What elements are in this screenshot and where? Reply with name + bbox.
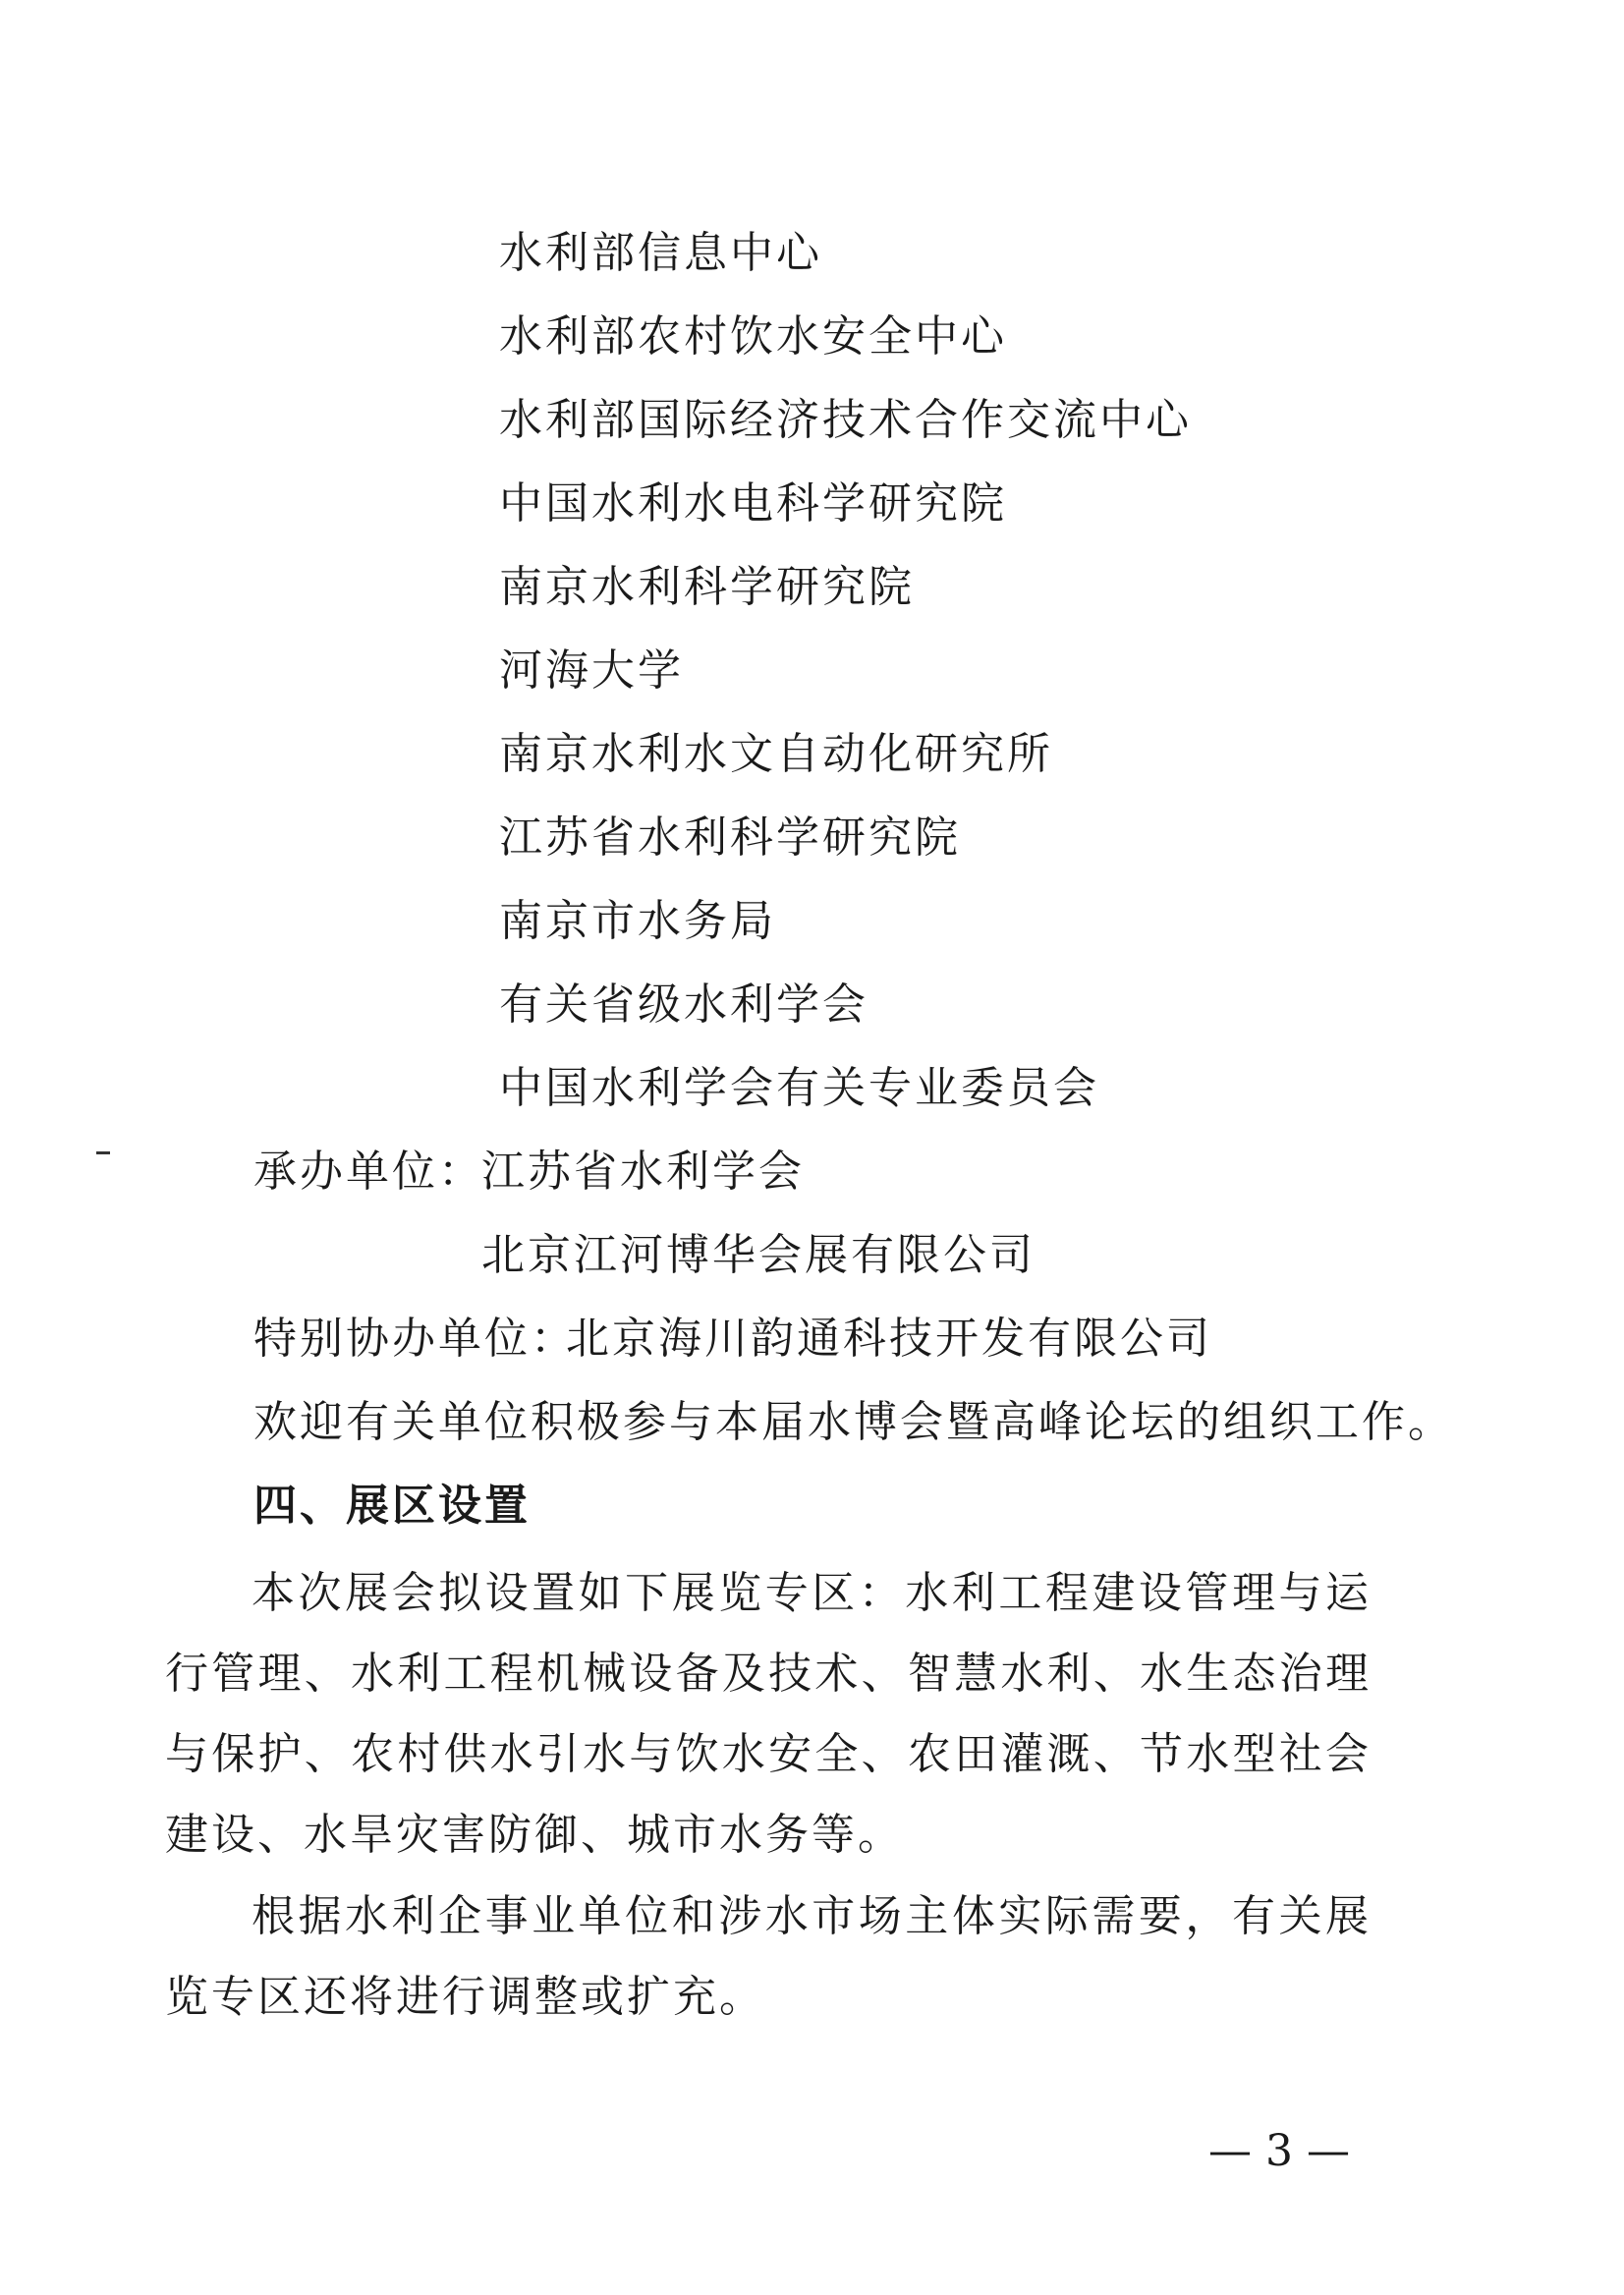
org-item: 河海大学 <box>499 645 684 696</box>
special-cosponsor-label: 特别协办单位： <box>253 1314 577 1364</box>
section-paragraph: 本次展会拟设置如下展览专区：水利工程建设管理与运行管理、水利工程机械设备及技术、智慧水利、水生态治理与保护、农村供水引水与饮水安全、农田灌溉、节水型社会建设、水旱灾害防御、城市水务等。 <box>165 1568 1372 1860</box>
org-item: 中国水利学会有关专业委员会 <box>499 1063 1099 1113</box>
org-item: 南京市水务局 <box>499 896 776 946</box>
section-paragraph: 根据水利企事业单位和涉水市场主体实际需要，有关展览专区还将进行调整或扩充。 <box>165 1891 1372 2022</box>
org-item: 水利部信息中心 <box>499 228 822 278</box>
org-item: 中国水利水电科学研究院 <box>499 478 1007 529</box>
page-number: — 3 — <box>1208 2126 1350 2176</box>
special-cosponsor-unit: 北京海川韵通科技开发有限公司 <box>566 1314 1212 1364</box>
org-item: 江苏省水利科学研究院 <box>499 812 961 863</box>
undertaking-label: 承办单位： <box>253 1147 484 1197</box>
undertaking-unit: 北京江河博华会展有限公司 <box>481 1230 1036 1280</box>
section-heading: 四、展区设置 <box>253 1481 531 1531</box>
org-item: 水利部农村饮水安全中心 <box>499 311 1007 362</box>
org-item: 水利部国际经济技术合作交流中心 <box>499 395 1192 445</box>
scan-mark <box>96 1151 110 1154</box>
org-item: 有关省级水利学会 <box>499 980 868 1030</box>
welcome-text: 欢迎有关单位积极参与本届水博会暨高峰论坛的组织工作。 <box>253 1397 1454 1447</box>
org-item: 南京水利水文自动化研究所 <box>499 729 1053 779</box>
undertaking-unit: 江苏省水利学会 <box>481 1147 805 1197</box>
org-item: 南京水利科学研究院 <box>499 562 915 612</box>
